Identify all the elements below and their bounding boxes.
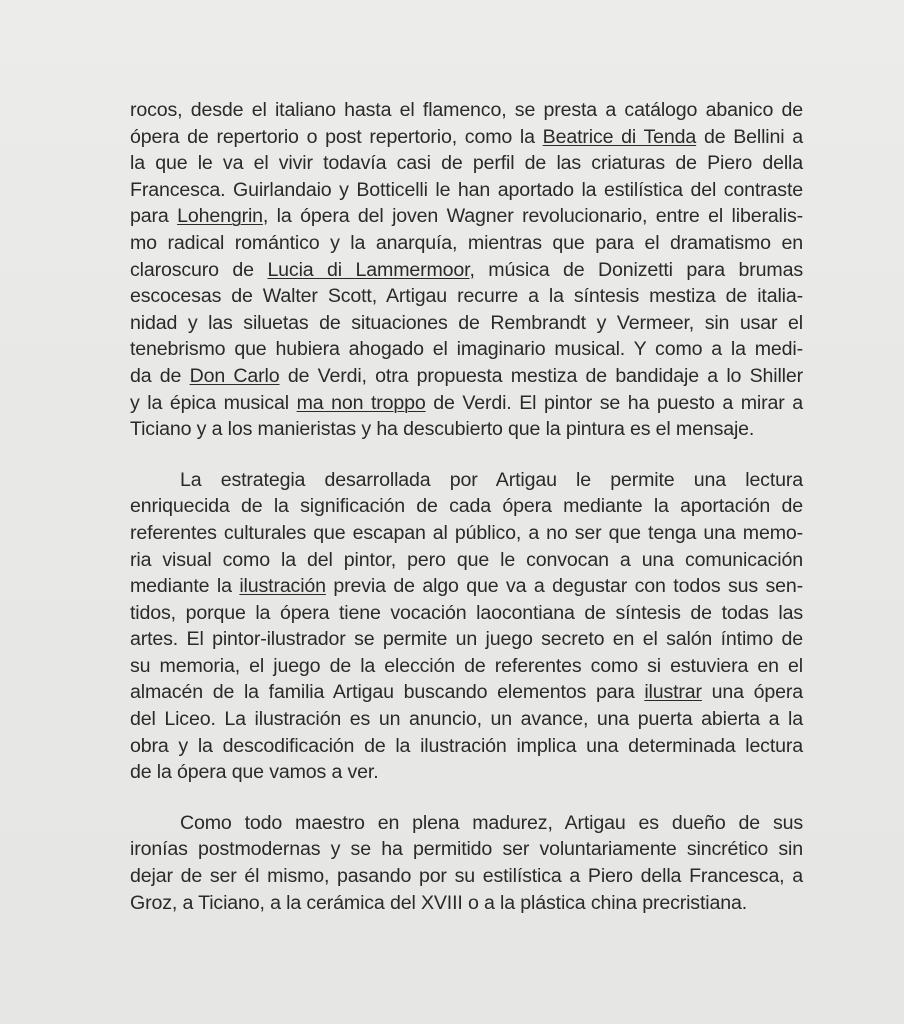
text-line: [130, 600, 803, 627]
underlined-title: Don Carlo: [189, 364, 280, 387]
text-run: Ticiano y a los manieristas y ha descubierto que la pintura es el mensaje.: [130, 418, 755, 441]
text-run: La estrategia desarrollada por Artigau le permite una lectura: [180, 468, 803, 491]
text-line: [130, 97, 803, 124]
text-run: previa de algo que va a degustar con todos sus sen-: [325, 575, 803, 598]
text-line: [130, 520, 803, 547]
text-run: de la ópera que vamos a ver.: [130, 761, 379, 784]
text-run: ironías postmodernas y se ha permitido ser voluntariamente sincrético sin: [130, 838, 803, 861]
text-run: mediante la: [130, 575, 240, 598]
text-run: su memoria, el juego de la elección de referentes como si estuviera en el: [130, 654, 803, 677]
underlined-title: ilustrar: [644, 681, 702, 704]
body-text: [130, 97, 803, 916]
text-line: [130, 467, 803, 494]
text-line: [130, 706, 803, 733]
text-line: [130, 336, 803, 363]
text-run: artes. El pintor-ilustrador se permite un juego secreto en el salón íntimo de: [130, 628, 803, 651]
text-run: Groz, a Ticiano, a la cerámica del XVIII o a la plástica china precristiana.: [130, 891, 747, 914]
text-run: escocesas de Walter Scott, Artigau recurre a la síntesis mestiza de italia-: [130, 285, 803, 308]
text-line: [130, 310, 803, 337]
text-run: tidos, porque la ópera tiene vocación laocontiana de síntesis de todas las: [130, 601, 803, 624]
text-run: para: [130, 205, 178, 228]
text-run: ópera de repertorio o post repertorio, como la: [130, 125, 543, 148]
text-line: [130, 283, 803, 310]
text-run: de Verdi, otra propuesta mestiza de bandidaje a lo Shiller: [279, 364, 803, 387]
text-run: obra y la descodificación de la ilustración implica una determinada lectura: [130, 734, 803, 757]
text-run: Francesca. Guirlandaio y Botticelli le han aportado la estilística del contraste: [130, 178, 803, 201]
text-run: claroscuro de: [130, 258, 268, 281]
text-line: [130, 547, 803, 574]
text-run: dejar de ser él mismo, pasando por su estilística a Piero della Francesca, a: [130, 865, 803, 888]
text-run: referentes culturales que escapan al público, a no ser que tenga una memo-: [130, 521, 803, 544]
text-run: rocos, desde el italiano hasta el flamenco, se presta a catálogo abanico de: [130, 99, 803, 121]
text-run: de Bellini a: [696, 125, 803, 148]
text-line: [130, 416, 803, 443]
text-run: del Liceo. La ilustración es un anuncio, un avance, una puerta abierta a la: [130, 708, 803, 731]
text-line: [130, 177, 803, 204]
text-run: , música de Donizetti para brumas: [469, 258, 803, 281]
text-run: almacén de la familia Artigau buscando elementos para: [130, 681, 645, 704]
text-line: [130, 890, 803, 917]
text-line: [130, 363, 803, 390]
text-run: y la épica musical: [130, 391, 297, 414]
text-line: [130, 733, 803, 760]
text-run: una ópera: [701, 681, 803, 704]
underlined-title: Lohengrin: [177, 205, 263, 228]
text-run: , la ópera del joven Wagner revolucionario, entre el liberalis-: [262, 205, 803, 228]
text-line: [130, 653, 803, 680]
text-line: [130, 203, 803, 230]
text-line: [130, 230, 803, 257]
text-run: da de: [130, 364, 190, 387]
text-line: [130, 150, 803, 177]
underlined-title: Lucia di Lammermoor: [267, 258, 470, 281]
text-line: [130, 124, 803, 151]
text-run: ria visual como la del pintor, pero que le convocan a una comunicación: [130, 548, 803, 571]
paragraph: [130, 467, 803, 786]
text-run: Como todo maestro en plena madurez, Artigau es dueño de sus: [180, 811, 803, 834]
text-line: [130, 573, 803, 600]
text-run: nidad y las siluetas de situaciones de Rembrandt y Vermeer, sin usar el: [130, 311, 803, 334]
text-line: [130, 626, 803, 653]
underlined-title: Beatrice di Tenda: [542, 125, 697, 148]
text-run: tenebrismo que hubiera ahogado el imaginario musical. Y como a la medi-: [130, 338, 803, 361]
text-line: [130, 863, 803, 890]
text-run: enriquecida de la significación de cada ópera mediante la aportación de: [130, 495, 803, 518]
text-line: [130, 836, 803, 863]
text-run: mo radical romántico y la anarquía, mientras que para el dramatismo en: [130, 231, 803, 254]
underlined-title: ilustración: [239, 575, 326, 598]
text-line: [130, 257, 803, 284]
text-line: [130, 493, 803, 520]
paragraph: [130, 810, 803, 916]
underlined-title: ma non troppo: [296, 391, 426, 414]
paragraph: [130, 97, 803, 443]
text-line: [130, 679, 803, 706]
text-line: [130, 390, 803, 417]
text-line: [130, 759, 803, 786]
text-run: de Verdi. El pintor se ha puesto a mirar a: [425, 391, 804, 414]
text-run: la que le va el vivir todavía casi de perfil de las criaturas de Piero della: [130, 152, 803, 175]
text-line: [130, 810, 803, 837]
